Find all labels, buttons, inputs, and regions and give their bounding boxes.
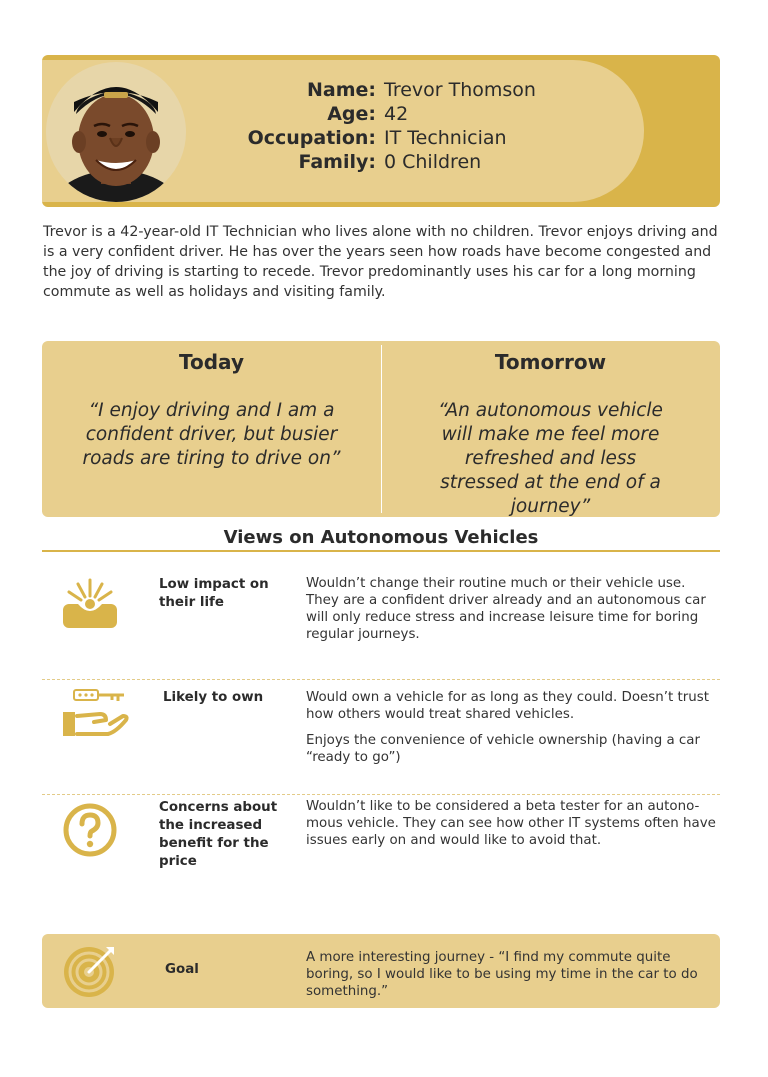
row-label-concerns: Concerns about the increased benefit for the price — [159, 800, 278, 869]
goal-label: Goal — [165, 962, 199, 977]
occupation-label: Occupation: — [247, 127, 376, 149]
age-value: 42 — [384, 103, 409, 125]
today-column — [42, 341, 381, 517]
today-heading: Today — [179, 350, 244, 374]
occupation-row — [206, 126, 626, 150]
occupation-value: IT Technician — [384, 127, 507, 149]
tomorrow-column — [381, 341, 720, 517]
row-label-impact: Low impact on their life — [159, 577, 269, 610]
profile-info — [206, 78, 626, 174]
target-icon — [62, 943, 118, 1003]
today-tomorrow-panel — [42, 341, 720, 517]
tomorrow-quote: “An autonomous vehicle will make me feel more refreshed and less stressed at the end of a journey” — [438, 400, 663, 517]
name-value: Trevor Thomson — [384, 79, 536, 101]
section-title: Views on Autonomous Vehicles — [223, 527, 539, 548]
question-icon — [63, 803, 117, 861]
portrait-image — [46, 62, 186, 202]
row-text-own — [306, 689, 720, 775]
row-paragraph: Wouldn’t change their routine much or their vehicle use. They are a confident driver already and an autonomous car will only reduce stress and increase leisure time for boring regular journeys. — [306, 576, 706, 642]
age-row — [206, 102, 626, 126]
avatar — [46, 62, 186, 202]
name-label: Name: — [306, 79, 376, 101]
hand-key-icon — [60, 686, 132, 746]
row-divider — [42, 679, 720, 680]
row-text-concerns — [306, 798, 720, 858]
goal-text: A more interesting journey - “I find my commute quite boring, so I would like to be using my time in the car to do something.” — [306, 950, 698, 999]
row-paragraph: Enjoys the convenience of vehicle ownership (having a car “ready to go”) — [306, 733, 701, 765]
bio-paragraph: Trevor is a 42-year-old IT Technician who lives alone with no children. Trevor enjoys driving and is a very confident driver. He has over the years seen how roads have become congested and the joy of driving is starting to recede. Trevor predominantly uses his car for a long morning commute as well as holidays and visiting family. — [43, 224, 718, 300]
family-label: Family: — [298, 151, 376, 173]
row-paragraph: Would own a vehicle for as long as they could. Doesn’t trust how others would treat shared vehicles. — [306, 690, 709, 722]
section-rule — [42, 550, 720, 552]
row-label-own: Likely to own — [163, 690, 264, 705]
row-divider — [42, 794, 720, 795]
today-quote: “I enjoy driving and I am a confident driver, but busier roads are tiring to drive on” — [82, 400, 341, 469]
age-label: Age: — [327, 103, 376, 125]
name-row — [206, 78, 626, 102]
row-paragraph: Wouldn’t like to be considered a beta tester for an autono-mous vehicle. They can see how other IT systems often have issues early on and would like to avoid that. — [306, 799, 716, 848]
family-value: 0 Children — [384, 151, 482, 173]
row-text-impact — [306, 575, 720, 652]
family-row — [206, 150, 626, 174]
tomorrow-heading: Tomorrow — [494, 350, 607, 374]
impact-icon — [60, 578, 120, 634]
